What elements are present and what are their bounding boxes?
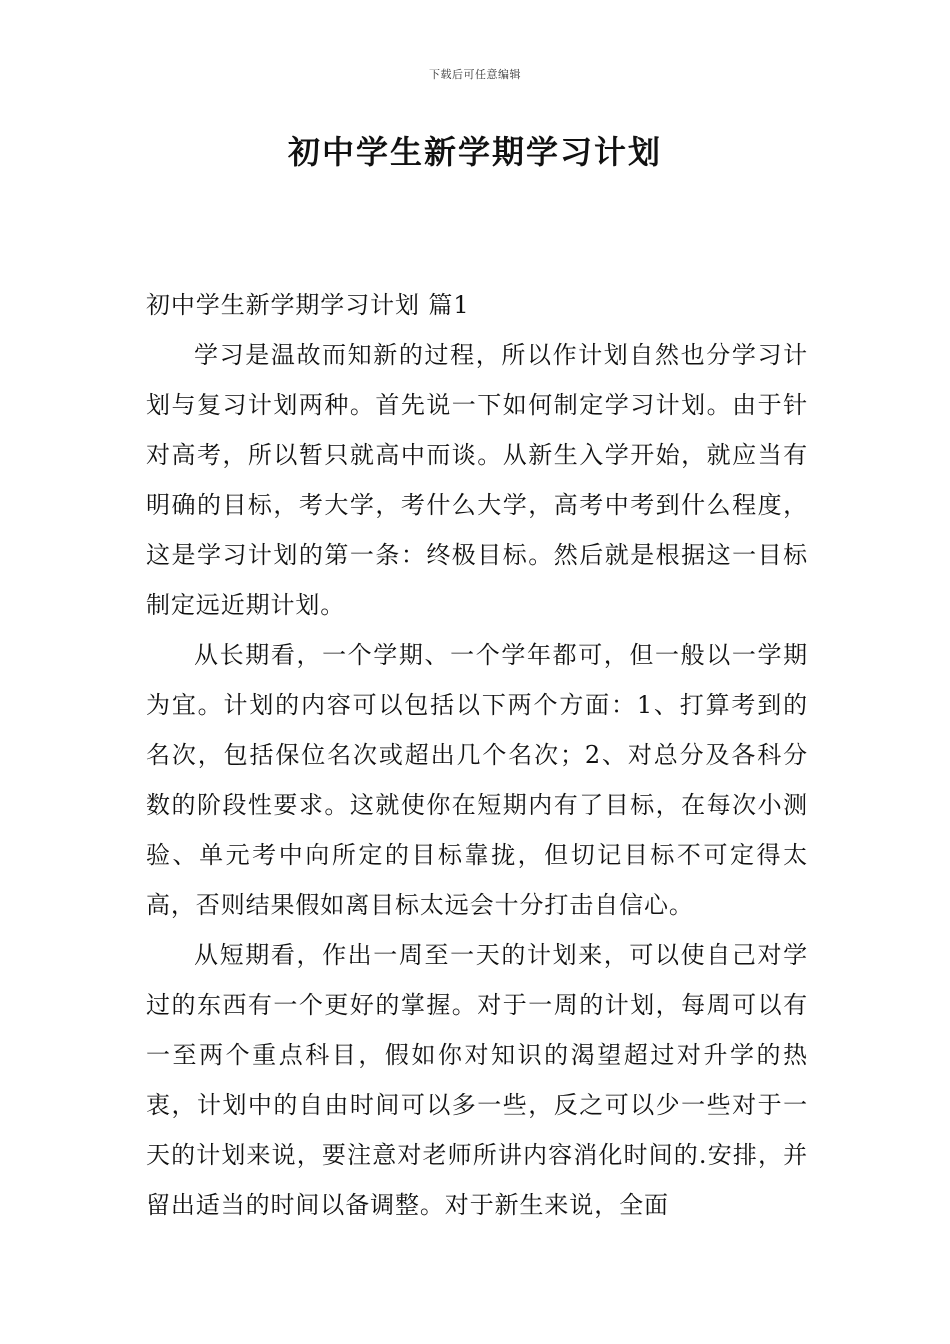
document-body: [146, 280, 808, 1230]
section-heading: 初中学生新学期学习计划 篇1: [146, 291, 470, 319]
header-note: 下载后可任意编辑: [429, 68, 521, 81]
document-title: 初中学生新学期学习计划: [287, 133, 662, 171]
paragraph-2: 从长期看，一个学期、一个学年都可，但一般以一学期为宜。计划的内容可以包括以下两个方面：1、打算考到的名次，包括保位名次或超出几个名次；2、对总分及各科分数的阶段性要求。这就使你在短期内有了目标，在每次小测验、单元考中向所定的目标靠拢，但切记目标不可定得太高，否则结果假如离目标太远会十分打击自信心。: [146, 641, 808, 919]
paragraph-3: 从短期看，作出一周至一天的计划来，可以使自己对学过的东西有一个更好的掌握。对于一周的计划，每周可以有一至两个重点科目，假如你对知识的渴望超过对升学的热衷，计划中的自由时间可以多一些，反之可以少一些对于一天的计划来说，要注意对老师所讲内容消化时间的.安排，并留出适当的时间以备调整。对于新生来说，全面: [146, 941, 808, 1219]
paragraph-1: 学习是温故而知新的过程，所以作计划自然也分学习计划与复习计划两种。首先说一下如何制定学习计划。由于针对高考，所以暂只就高中而谈。从新生入学开始，就应当有明确的目标，考大学，考什么大学，高考中考到什么程度，这是学习计划的第一条：终极目标。然后就是根据这一目标制定远近期计划。: [146, 341, 808, 619]
